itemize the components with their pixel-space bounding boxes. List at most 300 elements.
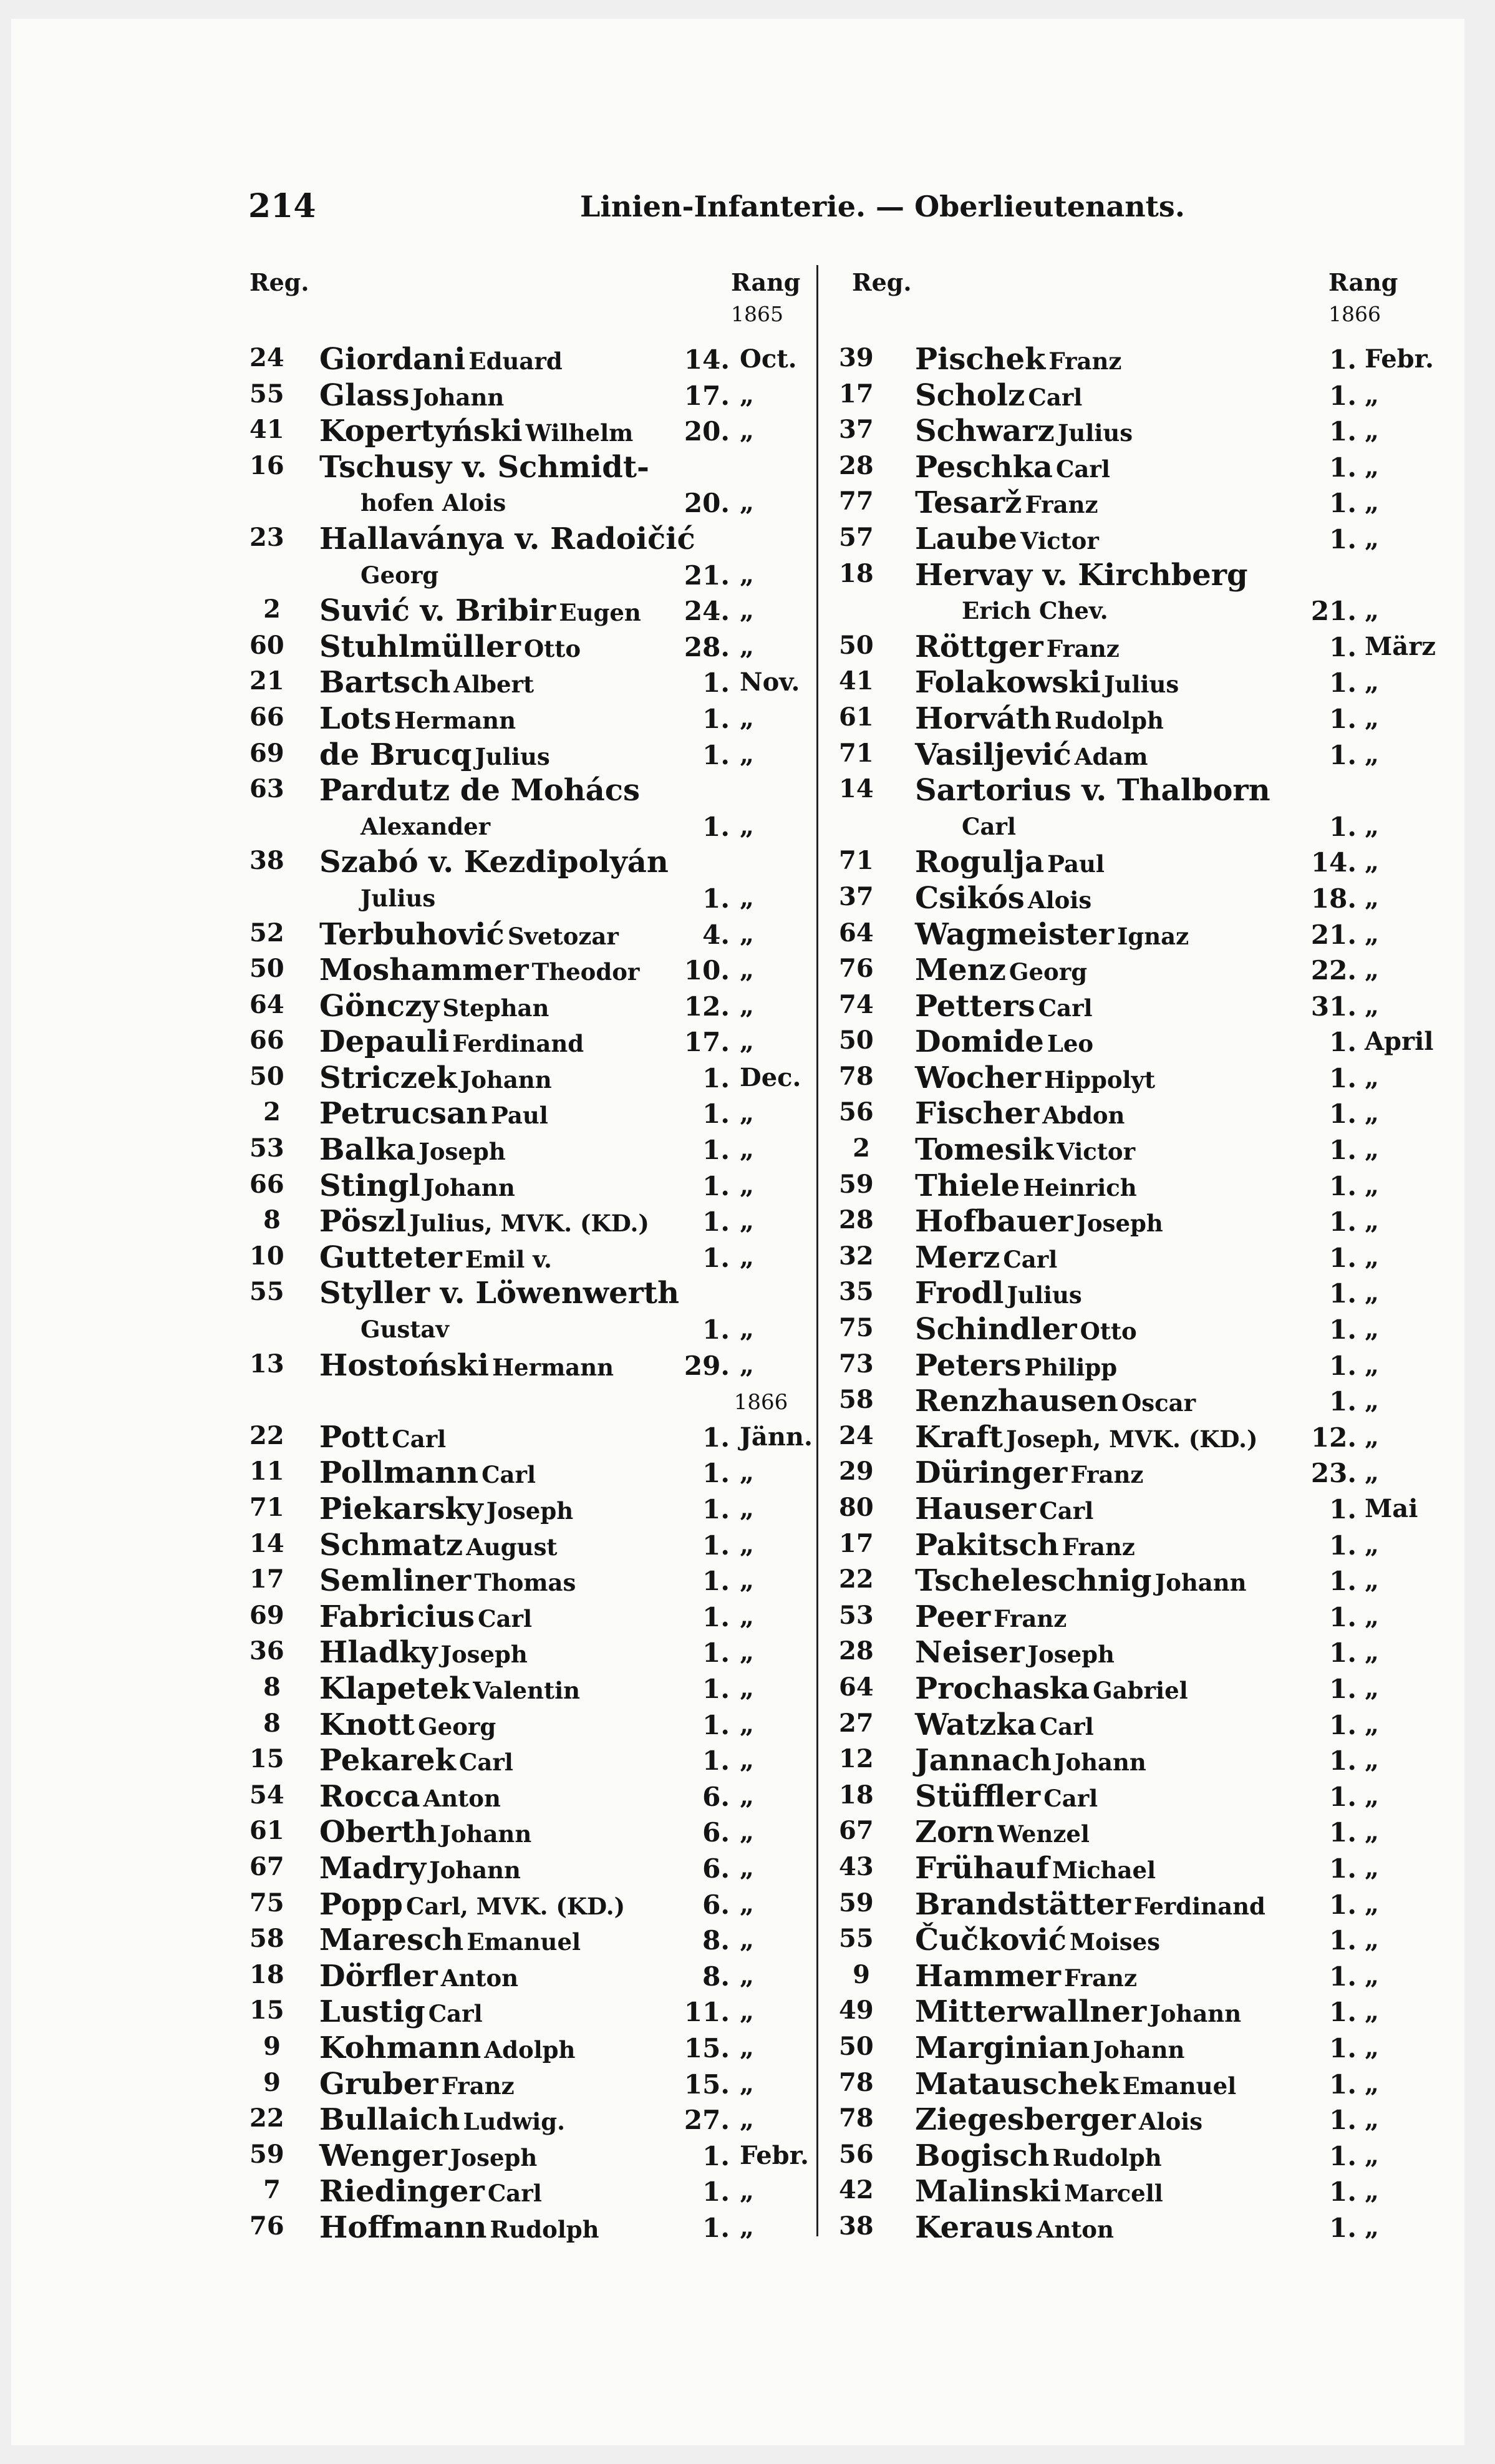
given-name: Alois <box>1027 886 1092 914</box>
officer-name <box>915 2030 1184 2065</box>
roster-row <box>249 1348 811 1384</box>
roster-row <box>249 1959 811 1995</box>
officer-name <box>319 1348 614 1383</box>
rang-day: 1. <box>1329 1709 1357 1740</box>
rang-month: „ <box>1365 488 1380 518</box>
roster-row <box>839 1994 1463 2030</box>
left-roster-column <box>249 342 811 2246</box>
regiment-number: 22 <box>249 2103 284 2133</box>
rang-month: „ <box>1365 667 1380 697</box>
rang-month: „ <box>1365 2105 1380 2135</box>
rang-day: 1. <box>702 1530 730 1561</box>
rang-month: „ <box>740 811 755 841</box>
surname: Ziegesberger <box>915 2102 1136 2138</box>
given-name: Paul <box>491 1102 548 1130</box>
rang-month: „ <box>1365 1458 1380 1488</box>
surname: Domide <box>915 1024 1044 1060</box>
given-name: Carl <box>1038 994 1093 1022</box>
rang-day: 1. <box>702 1494 730 1525</box>
regiment-number: 50 <box>839 2031 874 2061</box>
surname: Hauser <box>915 1491 1037 1526</box>
surname: Schmatz <box>319 1527 463 1563</box>
rang-month: „ <box>1365 1530 1380 1559</box>
rang-month: „ <box>740 1637 755 1667</box>
given-name: Emanuel <box>1122 2072 1237 2100</box>
rang-day: 12. <box>684 991 730 1022</box>
rang-month: „ <box>1365 811 1380 841</box>
given-name: Joseph <box>450 2143 538 2171</box>
regiment-number: 37 <box>839 415 874 445</box>
officer-name <box>915 1743 1146 1778</box>
officer-name <box>319 1851 521 1886</box>
roster-row <box>249 378 811 414</box>
rang-month: Febr. <box>740 2140 809 2170</box>
rang-month: „ <box>740 2212 755 2242</box>
regiment-number: 24 <box>839 1420 874 1450</box>
surname: Petrucsan <box>319 1096 488 1132</box>
rang-month: „ <box>1365 1062 1380 1092</box>
rang-day: 1. <box>1329 1242 1357 1273</box>
surname: Renzhausen <box>915 1384 1118 1419</box>
roster-row <box>839 2030 1463 2067</box>
roster-row <box>839 881 1463 917</box>
roster-row <box>839 1959 1463 1995</box>
given-name: Rudolph <box>1054 706 1164 734</box>
rang-month: März <box>1365 631 1436 661</box>
rang-month: Mai <box>1365 1494 1418 1523</box>
regiment-number: 41 <box>249 415 284 445</box>
regiment-number: 63 <box>249 774 284 804</box>
rang-day: 8. <box>702 1925 730 1956</box>
surname: Wenger <box>319 2138 447 2173</box>
roster-row <box>249 1204 811 1240</box>
roster-row <box>839 1024 1463 1060</box>
rang-day: 17. <box>684 1027 730 1058</box>
rang-month: „ <box>1365 380 1380 410</box>
regiment-number: 2 <box>853 1133 870 1163</box>
roster-row <box>249 485 811 521</box>
rang-month: „ <box>1365 2212 1380 2242</box>
given-name: Johann <box>1154 1569 1247 1597</box>
officer-name <box>915 1528 1135 1563</box>
officer-name <box>319 1455 536 1490</box>
running-title: Linien-Infanterie. — Oberlieutenants. <box>580 190 1185 223</box>
regiment-number: 50 <box>839 1026 874 1055</box>
rang-day: 1. <box>702 1637 730 1669</box>
roster-row <box>839 1528 1463 1564</box>
regiment-number: 50 <box>249 1061 284 1091</box>
given-name: Joseph <box>419 1138 506 1166</box>
surname: Glass <box>319 377 410 413</box>
roster-row <box>249 1743 811 1779</box>
given-name: Johann <box>429 1856 521 1884</box>
surname: Balka <box>319 1132 416 1168</box>
given-name: Ignaz <box>1117 922 1189 950</box>
officer-name <box>319 2102 565 2137</box>
roster-row <box>839 485 1463 521</box>
rang-month: „ <box>740 560 755 589</box>
given-name: Adolph <box>484 2035 576 2064</box>
roster-row <box>839 1671 1463 1707</box>
rang-month: „ <box>740 416 755 446</box>
left-rang-label: Rang <box>731 268 801 296</box>
roster-row <box>249 1312 811 1348</box>
rang-day: 1. <box>702 2140 730 2171</box>
regiment-number: 23 <box>249 522 284 552</box>
officer-name <box>915 2102 1202 2137</box>
officer-name <box>915 1276 1082 1311</box>
rang-month: „ <box>1365 1135 1380 1165</box>
roster-row <box>839 773 1463 809</box>
regiment-number: 14 <box>249 1528 284 1558</box>
surname: Hammer <box>915 1958 1061 1994</box>
roster-row <box>249 2102 811 2138</box>
surname: Schindler <box>915 1312 1077 1347</box>
officer-name <box>319 2138 537 2173</box>
surname: Semliner <box>319 1563 472 1599</box>
rang-month: „ <box>740 2032 755 2062</box>
rang-day: 14. <box>684 344 730 375</box>
roster-row <box>839 593 1463 629</box>
surname: Suvić v. Bribir <box>319 593 556 629</box>
surname: Rogulja <box>915 845 1045 880</box>
roster-row <box>249 2067 811 2103</box>
surname: Pischek <box>915 342 1046 377</box>
officer-name <box>915 1024 1093 1059</box>
rang-day: 24. <box>684 596 730 627</box>
officer-name <box>915 737 1148 772</box>
rang-day: 21. <box>1310 596 1357 627</box>
given-name: Franz <box>1070 1461 1144 1489</box>
given-name: Svetozar <box>507 922 619 950</box>
rang-month: „ <box>1365 1386 1380 1416</box>
regiment-number: 61 <box>249 1816 284 1846</box>
surname: Pardutz de Mohács <box>319 773 641 808</box>
officer-name <box>915 378 1082 413</box>
surname: Kohmann <box>319 2030 481 2065</box>
roster-row <box>249 2030 811 2067</box>
rang-day: 1. <box>702 1566 730 1597</box>
roster-row <box>249 450 811 486</box>
roster-row <box>249 1491 811 1528</box>
regiment-number: 32 <box>839 1241 874 1271</box>
surname: Neiser <box>915 1635 1025 1671</box>
given-name: Johann <box>460 1065 552 1094</box>
regiment-number: 57 <box>839 522 874 552</box>
roster-row <box>249 1994 811 2030</box>
officer-name <box>319 1276 679 1311</box>
officer-name <box>915 1132 1135 1167</box>
name-continuation: Julius <box>360 884 436 912</box>
surname: Peschka <box>915 449 1053 485</box>
regiment-number: 42 <box>839 2175 874 2205</box>
roster-row <box>839 1060 1463 1097</box>
officer-name <box>915 917 1189 952</box>
roster-row <box>839 953 1463 989</box>
regiment-number: 17 <box>249 1564 284 1594</box>
given-name: Ferdinand <box>1133 1892 1265 1920</box>
rang-day: 1. <box>1329 1386 1357 1417</box>
surname: Popp <box>319 1886 403 1922</box>
regiment-number: 67 <box>249 1851 284 1881</box>
rang-month: „ <box>740 1206 755 1236</box>
officer-name <box>915 521 1099 556</box>
regiment-number: 64 <box>249 989 284 1019</box>
surname: Piekarsky <box>319 1491 483 1526</box>
regiment-number: 27 <box>839 1708 874 1738</box>
given-name: Carl, MVK. (KD.) <box>406 1892 626 1920</box>
officer-name <box>319 1204 649 1239</box>
given-name: Carl <box>1039 1497 1094 1525</box>
roster-row <box>839 2174 1463 2210</box>
rang-month: „ <box>740 703 755 733</box>
officer-name <box>915 773 1270 808</box>
name-continuation: hofen Alois <box>360 489 506 517</box>
given-name: Carl <box>1039 1712 1094 1740</box>
roster-row <box>249 1240 811 1276</box>
regiment-number: 43 <box>839 1851 874 1881</box>
rang-day: 1. <box>1329 1997 1357 2028</box>
surname: Kraft <box>915 1419 1003 1455</box>
rang-month: „ <box>740 1494 755 1523</box>
regiment-number: 50 <box>839 630 874 660</box>
regiment-number: 15 <box>249 1996 284 2025</box>
surname: Gruber <box>319 2066 438 2102</box>
surname: Madry <box>319 1850 426 1886</box>
rang-day: 20. <box>684 488 730 519</box>
roster-row <box>839 1132 1463 1168</box>
officer-name <box>319 2030 575 2065</box>
officer-name <box>319 414 633 449</box>
name-continuation: Carl <box>962 812 1016 840</box>
rang-month: „ <box>740 1566 755 1596</box>
rang-day: 1. <box>1329 631 1357 662</box>
rang-day: 1. <box>1329 703 1357 734</box>
surname: Bartsch <box>319 665 451 701</box>
regiment-number: 8 <box>263 1205 281 1235</box>
roster-row <box>249 1024 811 1060</box>
roster-row <box>839 342 1463 378</box>
officer-name <box>319 1743 513 1778</box>
regiment-number: 7 <box>263 2175 281 2205</box>
given-name: Leo <box>1047 1030 1094 1058</box>
rang-month: „ <box>740 1889 755 1919</box>
rang-month: „ <box>740 1314 755 1344</box>
regiment-number: 21 <box>249 666 284 696</box>
roster-row <box>839 809 1463 845</box>
rang-day: 1. <box>1329 2176 1357 2208</box>
rang-month: „ <box>740 1135 755 1165</box>
given-name: Joseph, MVK. (KD.) <box>1006 1425 1258 1453</box>
right-rang-year: 1866 <box>1328 302 1381 326</box>
rang-day: 1. <box>1329 1745 1357 1777</box>
surname: Gönczy <box>319 988 440 1024</box>
officer-name <box>319 1096 548 1131</box>
officer-name <box>319 1887 625 1922</box>
rang-month: „ <box>1365 1925 1380 1955</box>
officer-name <box>319 1671 580 1706</box>
officer-name <box>915 1671 1188 1706</box>
rang-day: 1. <box>702 811 730 842</box>
rang-month: „ <box>740 1350 755 1380</box>
rang-month: „ <box>1365 1566 1380 1596</box>
officer-name <box>319 1024 584 1059</box>
given-name: Gabriel <box>1093 1676 1188 1704</box>
surname: Bullaich <box>319 2102 460 2138</box>
roster-row <box>839 2138 1463 2175</box>
regiment-number: 17 <box>839 1528 874 1558</box>
rang-day: 1. <box>1329 1135 1357 1166</box>
rang-day: 1. <box>702 739 730 770</box>
rang-month: „ <box>1365 1601 1380 1631</box>
rang-year-marker: 1866 <box>733 1390 788 1415</box>
regiment-number: 66 <box>249 702 284 732</box>
officer-name <box>915 1779 1098 1814</box>
given-name: Franz <box>1048 347 1122 375</box>
officer-name <box>319 1563 576 1598</box>
officer-name <box>319 1060 552 1095</box>
rang-month: „ <box>1365 452 1380 482</box>
roster-row <box>839 1851 1463 1887</box>
given-name: Franz <box>1046 634 1120 662</box>
regiment-number: 38 <box>839 2211 874 2241</box>
name-continuation: Alexander <box>360 812 491 840</box>
roster-row <box>249 1384 811 1420</box>
rang-month: „ <box>1365 919 1380 949</box>
regiment-number: 69 <box>249 1600 284 1630</box>
surname: Keraus <box>915 2209 1033 2245</box>
regiment-number: 36 <box>249 1636 284 1666</box>
rang-day: 1. <box>1329 1530 1357 1561</box>
given-name: Franz <box>1025 491 1098 519</box>
regiment-number: 28 <box>839 1636 874 1666</box>
roster-row <box>839 1563 1463 1599</box>
rang-day: 1. <box>1329 416 1357 447</box>
rang-day: 18. <box>1310 883 1357 914</box>
officer-name <box>319 737 550 772</box>
surname: Fabricius <box>319 1599 475 1634</box>
regiment-number: 12 <box>839 1744 874 1774</box>
rang-day: 1. <box>702 1422 730 1453</box>
surname: Thiele <box>915 1168 1020 1203</box>
officer-name <box>319 342 563 377</box>
roster-row <box>249 845 811 881</box>
officer-name <box>915 2067 1236 2102</box>
regiment-number: 59 <box>249 2139 284 2169</box>
roster-row <box>839 989 1463 1025</box>
roster-row <box>839 737 1463 774</box>
rang-day: 28. <box>684 631 730 662</box>
rang-month: „ <box>1365 2140 1380 2170</box>
roster-row <box>839 558 1463 594</box>
given-name: Georg <box>418 1712 496 1740</box>
given-name: Heinrich <box>1023 1173 1137 1201</box>
roster-row <box>249 2210 811 2246</box>
roster-row <box>249 1815 811 1851</box>
surname: Stüffler <box>915 1778 1041 1814</box>
given-name: Theodor <box>531 958 640 986</box>
rang-day: 1. <box>1329 739 1357 770</box>
regiment-number: 64 <box>839 918 874 948</box>
name-continuation: Georg <box>360 561 439 589</box>
roster-row <box>249 1671 811 1707</box>
roster-row <box>249 1528 811 1564</box>
rang-month: „ <box>1365 1099 1380 1128</box>
given-name: Hermann <box>394 706 516 734</box>
rang-day: 1. <box>1329 1925 1357 1956</box>
roster-row <box>839 1923 1463 1959</box>
rang-month: „ <box>1365 1637 1380 1667</box>
rang-month: „ <box>1365 1997 1380 2027</box>
given-name: Marcell <box>1064 2180 1163 2208</box>
officer-name <box>915 1887 1265 1922</box>
surname: Wocher <box>915 1060 1041 1095</box>
rang-day: 1. <box>1329 1027 1357 1058</box>
given-name: Joseph <box>486 1497 574 1525</box>
rang-day: 1. <box>1329 1314 1357 1346</box>
roster-row <box>839 1707 1463 1744</box>
surname: Giordani <box>319 342 466 377</box>
rang-day: 1. <box>1329 1673 1357 1704</box>
given-name: Philipp <box>1024 1353 1118 1381</box>
column-divider <box>816 265 818 2236</box>
rang-day: 1. <box>702 1242 730 1273</box>
regiment-number: 56 <box>839 1097 874 1127</box>
officer-name <box>319 2210 599 2245</box>
officer-name <box>915 1815 1090 1850</box>
officer-name <box>319 1491 573 1526</box>
rang-month: Oct. <box>740 344 797 374</box>
rang-month: „ <box>1365 1889 1380 1919</box>
given-name: Eduard <box>468 347 563 375</box>
surname: Pott <box>319 1419 389 1455</box>
surname: Hallaványa v. Radoičić <box>319 521 695 556</box>
given-name: Hermann <box>492 1353 614 1381</box>
rang-day: 1. <box>1329 344 1357 375</box>
roster-row <box>839 1635 1463 1671</box>
officer-name <box>915 1635 1115 1670</box>
roster-row <box>249 737 811 774</box>
rang-day: 27. <box>684 2105 730 2136</box>
rang-month: „ <box>740 739 755 769</box>
rang-month: „ <box>1365 596 1380 626</box>
rang-month: Febr. <box>1365 344 1434 374</box>
roster-row <box>249 1420 811 1456</box>
rang-day: 31. <box>1310 991 1357 1022</box>
rang-day: 1. <box>1329 1206 1357 1238</box>
roster-row <box>249 809 811 845</box>
regiment-number: 35 <box>839 1277 874 1307</box>
regiment-number: 54 <box>249 1780 284 1810</box>
rang-day: 6. <box>702 1853 730 1884</box>
given-name: Victor <box>1057 1138 1136 1166</box>
given-name: Carl <box>428 2000 483 2028</box>
roster-row <box>249 881 811 917</box>
rang-day: 1. <box>1329 1889 1357 1920</box>
officer-name <box>915 665 1179 700</box>
rang-day: 1. <box>1329 1637 1357 1669</box>
rang-month: „ <box>1365 1745 1380 1775</box>
regiment-number: 78 <box>839 2067 874 2097</box>
regiment-number: 16 <box>249 450 284 480</box>
rang-day: 1. <box>702 1709 730 1740</box>
roster-row <box>249 629 811 666</box>
surname: Hoffmann <box>319 2209 487 2245</box>
rang-month: „ <box>1365 416 1380 446</box>
surname: Striczek <box>319 1060 457 1095</box>
surname: Watzka <box>915 1707 1037 1742</box>
surname: Matauschek <box>915 2066 1120 2102</box>
